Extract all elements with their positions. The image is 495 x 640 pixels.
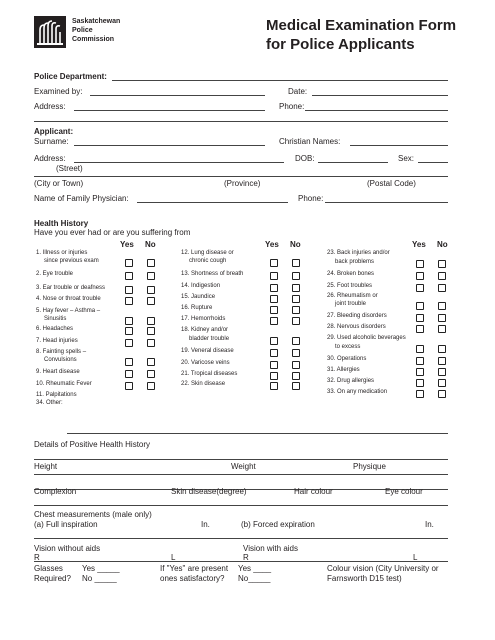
exam-line-1[interactable] — [34, 505, 448, 506]
health-item-no-checkbox[interactable] — [438, 390, 446, 398]
health-item-label: 24. Broken bones — [327, 271, 375, 277]
health-item-label: 30. Operations — [327, 356, 367, 362]
applicant-address-field[interactable] — [74, 162, 284, 163]
health-item-yes-checkbox[interactable] — [416, 272, 424, 280]
health-item-label: 18. Kidney and/or — [181, 327, 229, 333]
health-item-label: 33. On any medication — [327, 389, 388, 395]
col1-yes-header: Yes — [120, 240, 134, 249]
health-item-label: 4. Nose or throat trouble — [36, 296, 101, 302]
health-item-label: chronic cough — [189, 258, 227, 264]
sex-field[interactable] — [418, 162, 448, 163]
health-item-label: 14. Indigestion — [181, 283, 221, 289]
details-line-1[interactable] — [34, 459, 448, 460]
health-item-yes-checkbox[interactable] — [125, 259, 133, 267]
health-item-label: 22. Skin disease — [181, 381, 226, 387]
health-item-label: 11. Palpitations — [36, 392, 77, 398]
health-item-label: 17. Hemorrhoids — [181, 316, 226, 322]
health-item-no-checkbox[interactable] — [147, 297, 155, 305]
health-item-label: 29. Used alcoholic beverages — [327, 335, 406, 341]
examined-by-field[interactable] — [90, 95, 265, 96]
health-item-label: 10. Rheumatic Fever — [36, 381, 92, 387]
health-item-no-checkbox[interactable] — [292, 382, 300, 390]
health-history-subheading: Have you ever had or are you suffering from — [34, 228, 191, 237]
city-province-postal-field[interactable] — [34, 176, 448, 177]
family-physician-field[interactable] — [137, 202, 288, 203]
health-item-no-checkbox[interactable] — [292, 272, 300, 280]
christian-names-field[interactable] — [350, 145, 448, 146]
skin-disease-label: Skin disease(degree) — [171, 487, 247, 496]
health-item-yes-checkbox[interactable] — [270, 284, 278, 292]
health-item-yes-checkbox[interactable] — [125, 317, 133, 325]
health-item-label: to excess — [335, 344, 361, 350]
examiner-phone-label: Phone: — [279, 102, 305, 111]
health-item-label: 8. Fainting spells – — [36, 349, 87, 355]
col3-yes-header: Yes — [412, 240, 426, 249]
health-item-yes-checkbox[interactable] — [416, 368, 424, 376]
health-item-label: 19. Veneral disease — [181, 348, 234, 354]
health-item-label: 1. Illness or injuries — [36, 250, 88, 256]
health-item-yes-checkbox[interactable] — [416, 260, 424, 268]
commission-logo-icon — [34, 16, 66, 48]
health-item-no-checkbox[interactable] — [147, 358, 155, 366]
health-item-no-checkbox[interactable] — [292, 259, 300, 267]
health-item-no-checkbox[interactable] — [147, 272, 155, 280]
police-department-label: Police Department: — [34, 72, 107, 81]
present-no-field[interactable]: No_____ — [238, 574, 271, 583]
col2-no-header: No — [290, 240, 301, 249]
health-item-no-checkbox[interactable] — [438, 284, 446, 292]
examiner-address-field-2[interactable] — [34, 121, 448, 122]
hair-colour-label: Hair colour — [294, 487, 333, 496]
exam-line-2[interactable] — [34, 538, 448, 539]
page-title — [266, 16, 456, 54]
examined-by-label: Examined by: — [34, 87, 83, 96]
health-item-yes-checkbox[interactable] — [125, 286, 133, 294]
glasses-no-field[interactable]: No _____ — [82, 574, 117, 583]
sex-label: Sex: — [398, 154, 415, 163]
dob-label: DOB: — [295, 154, 315, 163]
forced-expiration-unit: In. — [425, 520, 434, 529]
col3-no-header: No — [437, 240, 448, 249]
health-item-yes-checkbox[interactable] — [270, 372, 278, 380]
chest-label: Chest measurements (male only) — [34, 510, 152, 519]
health-item-no-checkbox[interactable] — [438, 379, 446, 387]
height-label: Height — [34, 462, 58, 471]
complexion-label: Complexion — [34, 487, 77, 496]
examiner-address-field[interactable] — [74, 110, 265, 111]
health-item-no-checkbox[interactable] — [438, 357, 446, 365]
glasses-yes-field[interactable]: Yes _____ — [82, 564, 120, 573]
health-item-label: joint trouble — [335, 301, 367, 307]
health-item-label: 20. Varicose veins — [181, 360, 230, 366]
examiner-phone-field[interactable] — [305, 110, 448, 111]
health-item-no-checkbox[interactable] — [292, 295, 300, 303]
health-item-yes-checkbox[interactable] — [416, 390, 424, 398]
forced-expiration-label: (b) Forced expiration — [241, 520, 315, 529]
health-item-no-checkbox[interactable] — [147, 382, 155, 390]
title-line-2: for Police Applicants — [266, 36, 415, 53]
satisfactory-label: ones satisfactory? — [160, 574, 225, 583]
health-item-label: 5. Hay fever – Asthma – — [36, 308, 101, 314]
title-line-1: Medical Examination Form — [266, 17, 457, 34]
health-item-label: 9. Heart disease — [36, 369, 80, 375]
vision-without-right: R — [34, 553, 40, 562]
health-item-label: 32. Drug allergies — [327, 378, 375, 384]
health-item-label: 2. Eye trouble — [36, 271, 74, 277]
health-item-yes-checkbox[interactable] — [270, 361, 278, 369]
applicant-heading: Applicant: — [34, 127, 74, 136]
full-inspiration-label: (a) Full inspiration — [34, 520, 98, 529]
vision-with-label: Vision with aids — [243, 544, 298, 553]
health-item-label: back problems — [335, 259, 375, 265]
health-item-yes-checkbox[interactable] — [125, 370, 133, 378]
logo — [34, 16, 66, 48]
org-line-3: Commission — [72, 36, 115, 43]
health-item-no-checkbox[interactable] — [292, 317, 300, 325]
exam-line-3[interactable] — [34, 561, 448, 562]
health-item-no-checkbox[interactable] — [147, 327, 155, 335]
colour-vision-line-1: Colour vision (City University or — [327, 564, 439, 573]
health-item-label: since previous exam — [44, 258, 99, 264]
health-item-label: 28. Nervous disorders — [327, 324, 386, 330]
vision-with-right: R — [243, 553, 249, 562]
colour-vision-line-2: Farnsworth D15 test) — [327, 574, 402, 583]
health-item-yes-checkbox[interactable] — [125, 339, 133, 347]
health-item-label: 31. Allergies — [327, 367, 360, 373]
health-item-no-checkbox[interactable] — [438, 368, 446, 376]
health-history-heading: Health History — [34, 219, 89, 228]
health-item-label: 27. Bleeding disorders — [327, 313, 387, 319]
physique-label: Physique — [353, 462, 386, 471]
health-item-no-checkbox[interactable] — [147, 259, 155, 267]
health-item-no-checkbox[interactable] — [147, 339, 155, 347]
health-item-no-checkbox[interactable] — [438, 260, 446, 268]
examiner-address-label: Address: — [34, 102, 66, 111]
health-item-no-checkbox[interactable] — [292, 349, 300, 357]
health-item-yes-checkbox[interactable] — [125, 358, 133, 366]
health-item-yes-checkbox[interactable] — [270, 306, 278, 314]
health-item-yes-checkbox[interactable] — [270, 382, 278, 390]
health-item-label: 15. Jaundice — [181, 294, 216, 300]
physician-phone-field[interactable] — [325, 202, 448, 203]
health-item-yes-checkbox[interactable] — [270, 259, 278, 267]
health-item-yes-checkbox[interactable] — [270, 272, 278, 280]
health-item-no-checkbox[interactable] — [438, 325, 446, 333]
health-item-label: 34. Other: — [36, 400, 63, 406]
health-item-yes-checkbox[interactable] — [270, 317, 278, 325]
health-item-label: Convulsions — [44, 357, 77, 363]
health-item-no-checkbox[interactable] — [147, 286, 155, 294]
health-item-label: 21. Tropical diseases — [181, 371, 238, 377]
physician-phone-label: Phone: — [298, 194, 324, 203]
health-item-yes-checkbox[interactable] — [125, 327, 133, 335]
health-item-label: 7. Head injuries — [36, 338, 78, 344]
health-item-yes-checkbox[interactable] — [416, 379, 424, 387]
christian-names-label: Christian Names: — [279, 137, 341, 146]
org-line-2: Police — [72, 27, 93, 34]
province-caption: (Province) — [224, 179, 261, 188]
health-item-no-checkbox[interactable] — [438, 345, 446, 353]
health-item-yes-checkbox[interactable] — [416, 302, 424, 310]
health-item-yes-checkbox[interactable] — [125, 272, 133, 280]
health-item-label: 25. Foot troubles — [327, 283, 373, 289]
health-item-no-checkbox[interactable] — [292, 372, 300, 380]
glasses-label: Glasses — [34, 564, 63, 573]
health-item-yes-checkbox[interactable] — [125, 382, 133, 390]
health-item-yes-checkbox[interactable] — [416, 314, 424, 322]
health-item-no-checkbox[interactable] — [292, 284, 300, 292]
full-inspiration-unit: In. — [201, 520, 210, 529]
health-item-label: bladder trouble — [189, 336, 230, 342]
eye-colour-label: Eye colour — [385, 487, 423, 496]
col2-yes-header: Yes — [265, 240, 279, 249]
health-item-label: 12. Lung disease or — [181, 250, 234, 256]
health-item-no-checkbox[interactable] — [292, 361, 300, 369]
city-caption: (City or Town) — [34, 179, 84, 188]
surname-label: Surname: — [34, 137, 69, 146]
dob-field[interactable] — [318, 162, 388, 163]
health-item-no-checkbox[interactable] — [147, 317, 155, 325]
col1-no-header: No — [145, 240, 156, 249]
health-item-yes-checkbox[interactable] — [416, 325, 424, 333]
health-item-yes-checkbox[interactable] — [270, 337, 278, 345]
health-item-no-checkbox[interactable] — [438, 272, 446, 280]
police-department-field[interactable] — [112, 80, 448, 81]
health-item-label: 26. Rheumatism or — [327, 293, 378, 299]
required-label: Required? — [34, 574, 71, 583]
date-field[interactable] — [312, 95, 448, 96]
health-item-yes-checkbox[interactable] — [270, 295, 278, 303]
details-label: Details of Positive Health History — [34, 440, 151, 449]
present-yes-field[interactable]: Yes ____ — [238, 564, 272, 573]
health-item-label: 13. Shortness of breath — [181, 271, 244, 277]
health-item-label: 6. Headaches — [36, 326, 74, 332]
health-item-label: 3. Ear trouble or deafness — [36, 285, 106, 291]
health-item-no-checkbox[interactable] — [438, 302, 446, 310]
health-item-no-checkbox[interactable] — [438, 314, 446, 322]
family-physician-label: Name of Family Physician: — [34, 194, 129, 203]
health-item-yes-checkbox[interactable] — [125, 297, 133, 305]
org-name — [72, 17, 120, 44]
health-item-label: 16. Rupture — [181, 305, 213, 311]
health-item-yes-checkbox[interactable] — [416, 357, 424, 365]
applicant-address-label: Address: — [34, 154, 66, 163]
postal-caption: (Postal Code) — [367, 179, 416, 188]
health-item-yes-checkbox[interactable] — [416, 284, 424, 292]
date-label: Date: — [288, 87, 308, 96]
health-item-yes-checkbox[interactable] — [270, 349, 278, 357]
weight-label: Weight — [231, 462, 256, 471]
surname-field[interactable] — [74, 145, 265, 146]
street-caption: (Street) — [56, 164, 83, 173]
health-item-label: 23. Back injuries and/or — [327, 250, 390, 256]
vision-without-left: L — [171, 553, 176, 562]
org-line-1: Saskatchewan — [72, 18, 121, 25]
vision-without-label: Vision without aids — [34, 544, 101, 553]
health-item-no-checkbox[interactable] — [147, 370, 155, 378]
details-line-2[interactable] — [34, 474, 448, 475]
health-item-label: Sinusitis — [44, 316, 67, 322]
if-yes-label: If "Yes" are present — [160, 564, 229, 573]
health-item-no-checkbox[interactable] — [292, 337, 300, 345]
health-item-no-checkbox[interactable] — [292, 306, 300, 314]
health-item-yes-checkbox[interactable] — [416, 345, 424, 353]
vision-with-left: L — [413, 553, 418, 562]
other-field[interactable] — [67, 433, 448, 434]
